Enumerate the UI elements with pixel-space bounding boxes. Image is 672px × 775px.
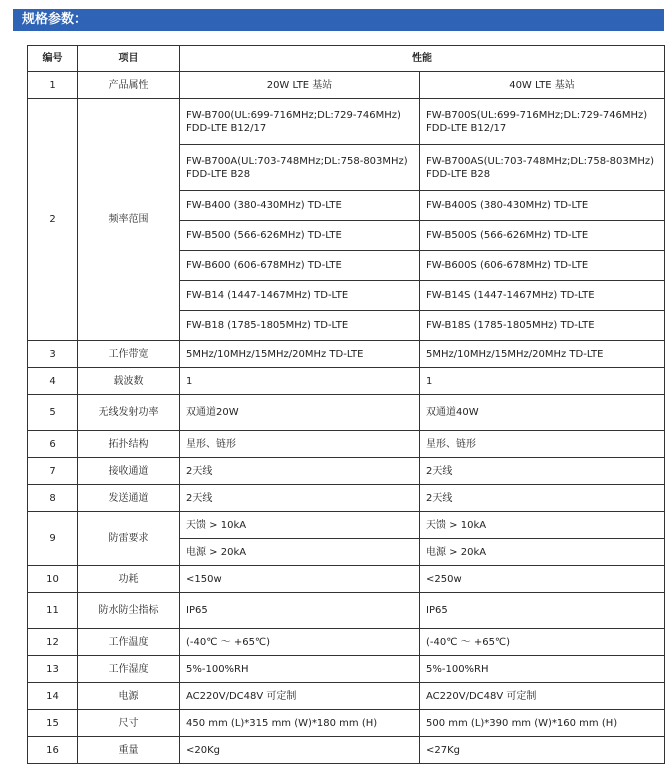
row-number: 2 <box>28 99 78 341</box>
value-40w: 天馈 > 10kA <box>420 512 665 539</box>
value-20w: FW-B700(UL:699-716MHz;DL:729-746MHz) FDD-LTE B12/17 <box>180 99 420 145</box>
value-40w: FW-B400S (380-430MHz) TD-LTE <box>420 191 665 221</box>
value-40w: IP65 <box>420 593 665 629</box>
value-40w: <250w <box>420 566 665 593</box>
value-20w: <20Kg <box>180 737 420 764</box>
table-row <box>28 683 665 710</box>
table-row <box>28 656 665 683</box>
row-number: 15 <box>28 710 78 737</box>
value-40w: FW-B14S (1447-1467MHz) TD-LTE <box>420 281 665 311</box>
value-20w: 双通道20W <box>180 395 420 431</box>
header-item: 项目 <box>78 46 180 72</box>
row-item: 工作带宽 <box>78 341 180 368</box>
value-20w: <150w <box>180 566 420 593</box>
row-number: 4 <box>28 368 78 395</box>
header-row <box>28 46 665 72</box>
row-number: 11 <box>28 593 78 629</box>
value-20w: FW-B600 (606-678MHz) TD-LTE <box>180 251 420 281</box>
value-40w: AC220V/DC48V 可定制 <box>420 683 665 710</box>
table-row <box>28 341 665 368</box>
row-item: 无线发射功率 <box>78 395 180 431</box>
value-40w: 5MHz/10MHz/15MHz/20MHz TD-LTE <box>420 341 665 368</box>
value-20w: 5MHz/10MHz/15MHz/20MHz TD-LTE <box>180 341 420 368</box>
header-no: 编号 <box>28 46 78 72</box>
value-20w: (-40℃ ～ +65℃) <box>180 629 420 656</box>
row-item: 接收通道 <box>78 458 180 485</box>
value-40w: 星形、链形 <box>420 431 665 458</box>
value-20w: FW-B18 (1785-1805MHz) TD-LTE <box>180 311 420 341</box>
row-number: 9 <box>28 512 78 566</box>
value-20w: 天馈 > 10kA <box>180 512 420 539</box>
table-row <box>28 593 665 629</box>
value-40w: 双通道40W <box>420 395 665 431</box>
row-item: 功耗 <box>78 566 180 593</box>
value-20w: IP65 <box>180 593 420 629</box>
value-40w: (-40℃ ～ +65℃) <box>420 629 665 656</box>
value-40w: 2天线 <box>420 485 665 512</box>
value-40w: 电源 > 20kA <box>420 539 665 566</box>
value-20w: FW-B14 (1447-1467MHz) TD-LTE <box>180 281 420 311</box>
row-item: 发送通道 <box>78 485 180 512</box>
value-40w: 40W LTE 基站 <box>420 72 665 99</box>
row-item: 产品属性 <box>78 72 180 99</box>
value-40w: FW-B500S (566-626MHz) TD-LTE <box>420 221 665 251</box>
value-40w: FW-B18S (1785-1805MHz) TD-LTE <box>420 311 665 341</box>
row-number: 14 <box>28 683 78 710</box>
row-number: 8 <box>28 485 78 512</box>
row-item: 防雷要求 <box>78 512 180 566</box>
value-20w: FW-B500 (566-626MHz) TD-LTE <box>180 221 420 251</box>
value-40w: FW-B700S(UL:699-716MHz;DL:729-746MHz) FDD-LTE B12/17 <box>420 99 665 145</box>
value-20w: 450 mm (L)*315 mm (W)*180 mm (H) <box>180 710 420 737</box>
table-row <box>28 368 665 395</box>
row-item: 工作温度 <box>78 629 180 656</box>
value-20w: 2天线 <box>180 485 420 512</box>
table-row <box>28 710 665 737</box>
value-20w: 2天线 <box>180 458 420 485</box>
row-number: 5 <box>28 395 78 431</box>
row-item: 电源 <box>78 683 180 710</box>
row-item: 拓扑结构 <box>78 431 180 458</box>
row-item: 重量 <box>78 737 180 764</box>
value-40w: 500 mm (L)*390 mm (W)*160 mm (H) <box>420 710 665 737</box>
row-item: 工作湿度 <box>78 656 180 683</box>
table-row <box>28 395 665 431</box>
value-20w: 1 <box>180 368 420 395</box>
value-40w: <27Kg <box>420 737 665 764</box>
row-number: 3 <box>28 341 78 368</box>
row-number: 13 <box>28 656 78 683</box>
section-title: 规格参数： <box>13 9 664 31</box>
value-20w: FW-B700A(UL:703-748MHz;DL:758-803MHz) FDD-LTE B28 <box>180 145 420 191</box>
value-20w: 20W LTE 基站 <box>180 72 420 99</box>
row-number: 1 <box>28 72 78 99</box>
header-performance: 性能 <box>180 46 665 72</box>
table-row <box>28 512 665 539</box>
table-row <box>28 737 665 764</box>
table-row <box>28 629 665 656</box>
row-number: 6 <box>28 431 78 458</box>
row-number: 7 <box>28 458 78 485</box>
row-number: 12 <box>28 629 78 656</box>
value-20w: FW-B400 (380-430MHz) TD-LTE <box>180 191 420 221</box>
value-20w: AC220V/DC48V 可定制 <box>180 683 420 710</box>
spec-table <box>27 45 665 764</box>
table-row <box>28 72 665 99</box>
row-number: 10 <box>28 566 78 593</box>
row-item: 载波数 <box>78 368 180 395</box>
value-20w: 电源 > 20kA <box>180 539 420 566</box>
table-row <box>28 485 665 512</box>
value-40w: FW-B700AS(UL:703-748MHz;DL:758-803MHz) FDD-LTE B28 <box>420 145 665 191</box>
table-row <box>28 566 665 593</box>
table-row <box>28 431 665 458</box>
value-40w: 5%-100%RH <box>420 656 665 683</box>
row-number: 16 <box>28 737 78 764</box>
row-item: 频率范围 <box>78 99 180 341</box>
value-20w: 5%-100%RH <box>180 656 420 683</box>
table-row <box>28 458 665 485</box>
value-40w: 2天线 <box>420 458 665 485</box>
value-40w: FW-B600S (606-678MHz) TD-LTE <box>420 251 665 281</box>
row-item: 防水防尘指标 <box>78 593 180 629</box>
row-item: 尺寸 <box>78 710 180 737</box>
value-20w: 星形、链形 <box>180 431 420 458</box>
value-40w: 1 <box>420 368 665 395</box>
table-row <box>28 99 665 145</box>
